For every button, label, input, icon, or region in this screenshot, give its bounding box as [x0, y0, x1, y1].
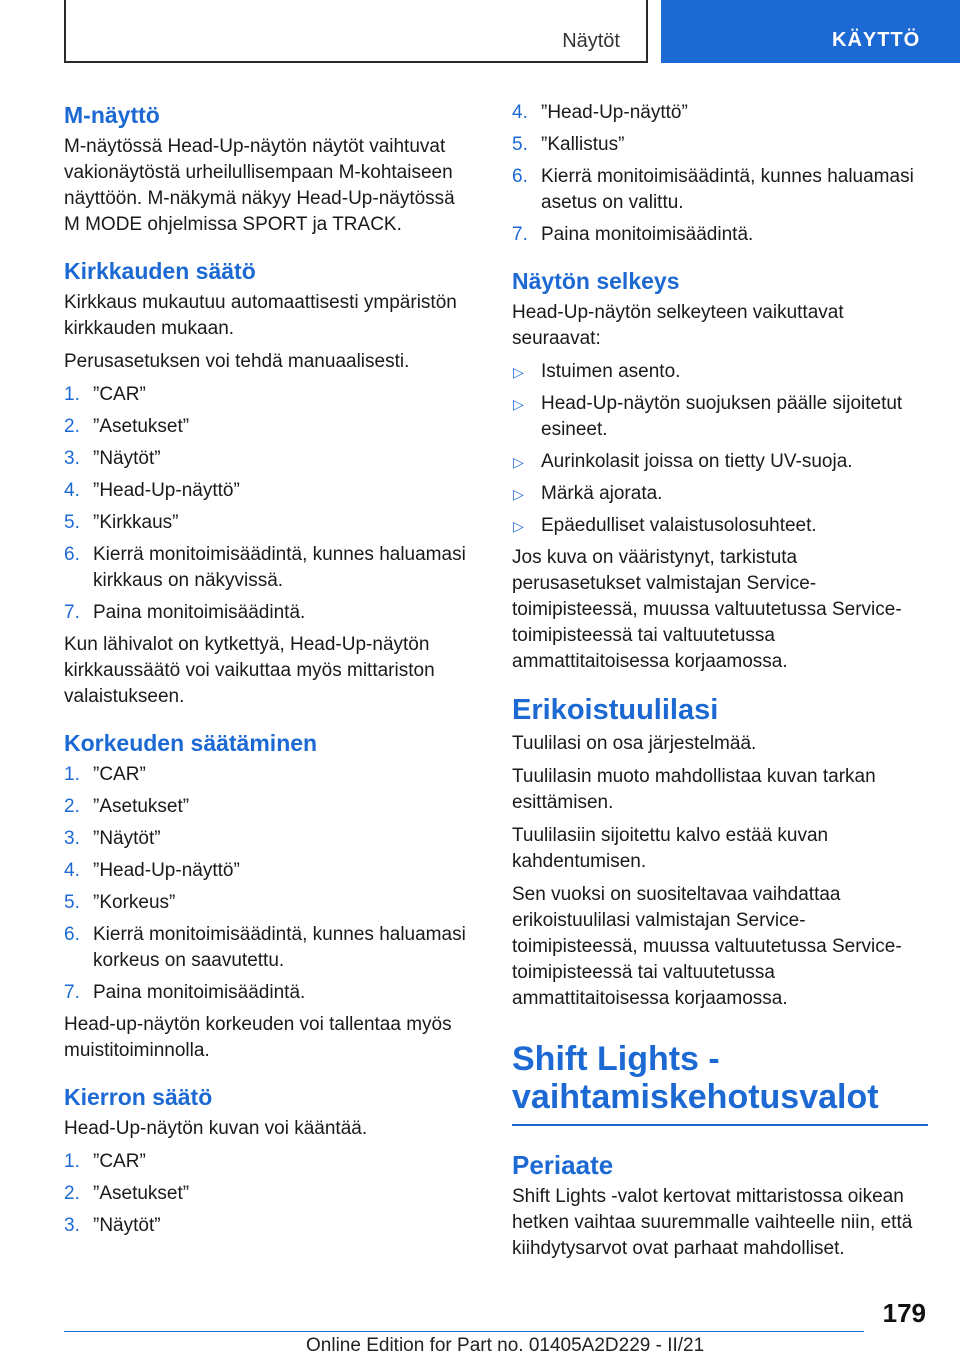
step-item	[64, 382, 466, 408]
clarity-text: Head-Up-näytön selkeyteen vaikuttavat seuraavat:	[512, 302, 844, 349]
triangle-bullet-icon: ▷	[513, 486, 524, 502]
step-text: ”CAR”	[93, 384, 146, 405]
list-item	[512, 359, 928, 385]
list-item-text: Märkä ajorata.	[541, 483, 663, 504]
list-item-text: Head-Up-näytön suojuksen päälle sijoitetut esineet.	[541, 393, 903, 440]
step-number: 4.	[64, 860, 80, 881]
windshield-text-2: Tuulilasin muoto mahdollistaa kuvan tarkan esittämisen.	[512, 766, 876, 813]
brightness-text-2: Perusasetuksen voi tehdä manuaalisesti.	[64, 351, 410, 372]
brightness-text-1: Kirkkaus mukautuu automaattisesti ympäristön kirkkauden mukaan.	[64, 292, 457, 339]
step-item	[64, 542, 466, 594]
step-item	[64, 446, 466, 472]
step-item	[64, 1213, 466, 1239]
step-item	[512, 132, 928, 158]
page-number: 179	[882, 1298, 926, 1328]
height-heading: Korkeuden säätäminen	[64, 730, 318, 756]
clarity-note: Jos kuva on vääristynyt, tarkistuta perusasetukset valmistajan Service-toimipisteessä, muussa valtuutetussa Service-toimipisteessä tai valtuutetussa ammattitaitoisessa korjaamossa.	[512, 547, 902, 672]
step-text: ”Asetukset”	[93, 416, 190, 437]
clarity-heading: Näytön selkeys	[512, 268, 680, 294]
step-number: 3.	[64, 1215, 80, 1236]
footer-divider	[64, 1331, 864, 1332]
rotation-text: Head-Up-näytön kuvan voi kääntää.	[64, 1118, 368, 1139]
list-item	[512, 481, 928, 507]
step-text: ”Kirkkaus”	[93, 512, 179, 533]
step-number: 5.	[64, 512, 80, 533]
list-item-text: Aurinkolasit joissa on tietty UV-suoja.	[541, 451, 853, 472]
step-text: Kierrä monitoimisäädintä, kunnes haluamasi asetus on valittu.	[541, 166, 914, 213]
step-text: ”CAR”	[93, 764, 146, 785]
rotation-heading: Kierron säätö	[64, 1084, 213, 1110]
step-number: 4.	[64, 480, 80, 501]
step-number: 2.	[64, 1183, 80, 1204]
step-item	[64, 510, 466, 536]
triangle-bullet-icon: ▷	[513, 518, 524, 534]
triangle-bullet-icon: ▷	[513, 364, 524, 380]
step-number: 3.	[64, 828, 80, 849]
step-text: ”Näytöt”	[93, 1215, 161, 1236]
step-text: ”Korkeus”	[93, 892, 176, 913]
height-note: Head-up-näytön korkeuden voi tallentaa myös muistitoiminnolla.	[64, 1014, 452, 1061]
brightness-heading: Kirkkauden säätö	[64, 258, 256, 284]
list-item	[512, 391, 928, 443]
step-item	[64, 762, 466, 788]
step-item	[64, 826, 466, 852]
step-item	[512, 164, 928, 216]
step-item	[64, 414, 466, 440]
step-text: Paina monitoimisäädintä.	[93, 982, 306, 1003]
step-text: Kierrä monitoimisäädintä, kunnes haluamasi korkeus on saavutettu.	[93, 924, 466, 971]
step-item	[64, 858, 466, 884]
brightness-steps	[64, 382, 466, 626]
step-text: ”Näytöt”	[93, 828, 161, 849]
step-text: Kierrä monitoimisäädintä, kunnes haluamasi kirkkaus on näkyvissä.	[93, 544, 466, 591]
right-column	[512, 100, 928, 1269]
windshield-text-4: Sen vuoksi on suositeltavaa vaihdattaa erikoistuulilasi valmistajan Service-toimipisteessä, muussa valtuutetussa Service-toimipisteessä tai valtuutetussa ammattitaitoisessa korjaamossa.	[512, 884, 902, 1009]
step-text: ”Asetukset”	[93, 1183, 190, 1204]
windshield-heading: Erikoistuulilasi	[512, 694, 719, 726]
list-item-text: Istuimen asento.	[541, 361, 681, 382]
step-item	[64, 478, 466, 504]
step-text: ”Kallistus”	[541, 134, 625, 155]
shift-lights-heading: Shift Lights - vaihtamiskehotusvalot	[512, 1040, 928, 1126]
step-item	[64, 922, 466, 974]
step-number: 6.	[64, 924, 80, 945]
windshield-text-1: Tuulilasi on osa järjestelmää.	[512, 733, 757, 754]
step-number: 5.	[512, 134, 528, 155]
step-number: 7.	[512, 224, 528, 245]
step-item	[512, 222, 928, 248]
step-item	[64, 1149, 466, 1175]
rotation-steps-continued	[512, 100, 928, 248]
step-item	[64, 980, 466, 1006]
header-chapter-tab	[661, 0, 960, 63]
step-text: Paina monitoimisäädintä.	[541, 224, 754, 245]
header-section-box	[64, 0, 648, 63]
step-text: ”Head-Up-näyttö”	[93, 480, 240, 501]
step-text: Paina monitoimisäädintä.	[93, 602, 306, 623]
triangle-bullet-icon: ▷	[513, 396, 524, 412]
step-number: 2.	[64, 796, 80, 817]
step-number: 7.	[64, 602, 80, 623]
step-number: 3.	[64, 448, 80, 469]
height-steps	[64, 762, 466, 1006]
principle-heading: Periaate	[512, 1150, 614, 1180]
step-item	[64, 890, 466, 916]
step-number: 1.	[64, 1151, 80, 1172]
list-item	[512, 513, 928, 539]
step-item	[512, 100, 928, 126]
step-number: 1.	[64, 764, 80, 785]
footer-edition: Online Edition for Part no. 01405A2D229 - II/21	[306, 1335, 705, 1356]
step-item	[64, 1181, 466, 1207]
step-text: ”Asetukset”	[93, 796, 190, 817]
brightness-note: Kun lähivalot on kytkettyä, Head-Up-näytön kirkkaussäätö voi vaikuttaa myös mittariston valaistukseen.	[64, 634, 435, 707]
step-number: 1.	[64, 384, 80, 405]
step-number: 6.	[512, 166, 528, 187]
step-item	[64, 600, 466, 626]
m-display-text: M-näytössä Head-Up-näytön näytöt vaihtuvat vakionäytöstä urheilullisempaan M-kohtaiseen näyttöön. M-näkymä näkyy Head-Up-näytössä M MODE ohjelmissa SPORT ja TRACK.	[64, 136, 455, 235]
step-item	[64, 794, 466, 820]
list-item-text: Epäedulliset valaistusolosuhteet.	[541, 515, 817, 536]
header-section-title: Näytöt	[562, 30, 620, 52]
step-number: 4.	[512, 102, 528, 123]
step-number: 2.	[64, 416, 80, 437]
rotation-steps	[64, 1149, 466, 1239]
windshield-text-3: Tuulilasiin sijoitettu kalvo estää kuvan kahdentumisen.	[512, 825, 829, 872]
principle-text: Shift Lights -valot kertovat mittaristossa oikean hetken vaihtaa suuremmalle vaihteelle niin, että kiihdytysarvot ovat parhaat mahdolliset.	[512, 1186, 913, 1259]
m-display-heading: M-näyttö	[64, 102, 160, 128]
step-number: 7.	[64, 982, 80, 1003]
step-text: ”CAR”	[93, 1151, 146, 1172]
step-number: 6.	[64, 544, 80, 565]
header-chapter-title: KÄYTTÖ	[832, 29, 921, 51]
step-text: ”Näytöt”	[93, 448, 161, 469]
step-text: ”Head-Up-näyttö”	[541, 102, 688, 123]
triangle-bullet-icon: ▷	[513, 454, 524, 470]
left-column	[64, 100, 466, 1245]
step-number: 5.	[64, 892, 80, 913]
clarity-list	[512, 359, 928, 539]
step-text: ”Head-Up-näyttö”	[93, 860, 240, 881]
list-item	[512, 449, 928, 475]
